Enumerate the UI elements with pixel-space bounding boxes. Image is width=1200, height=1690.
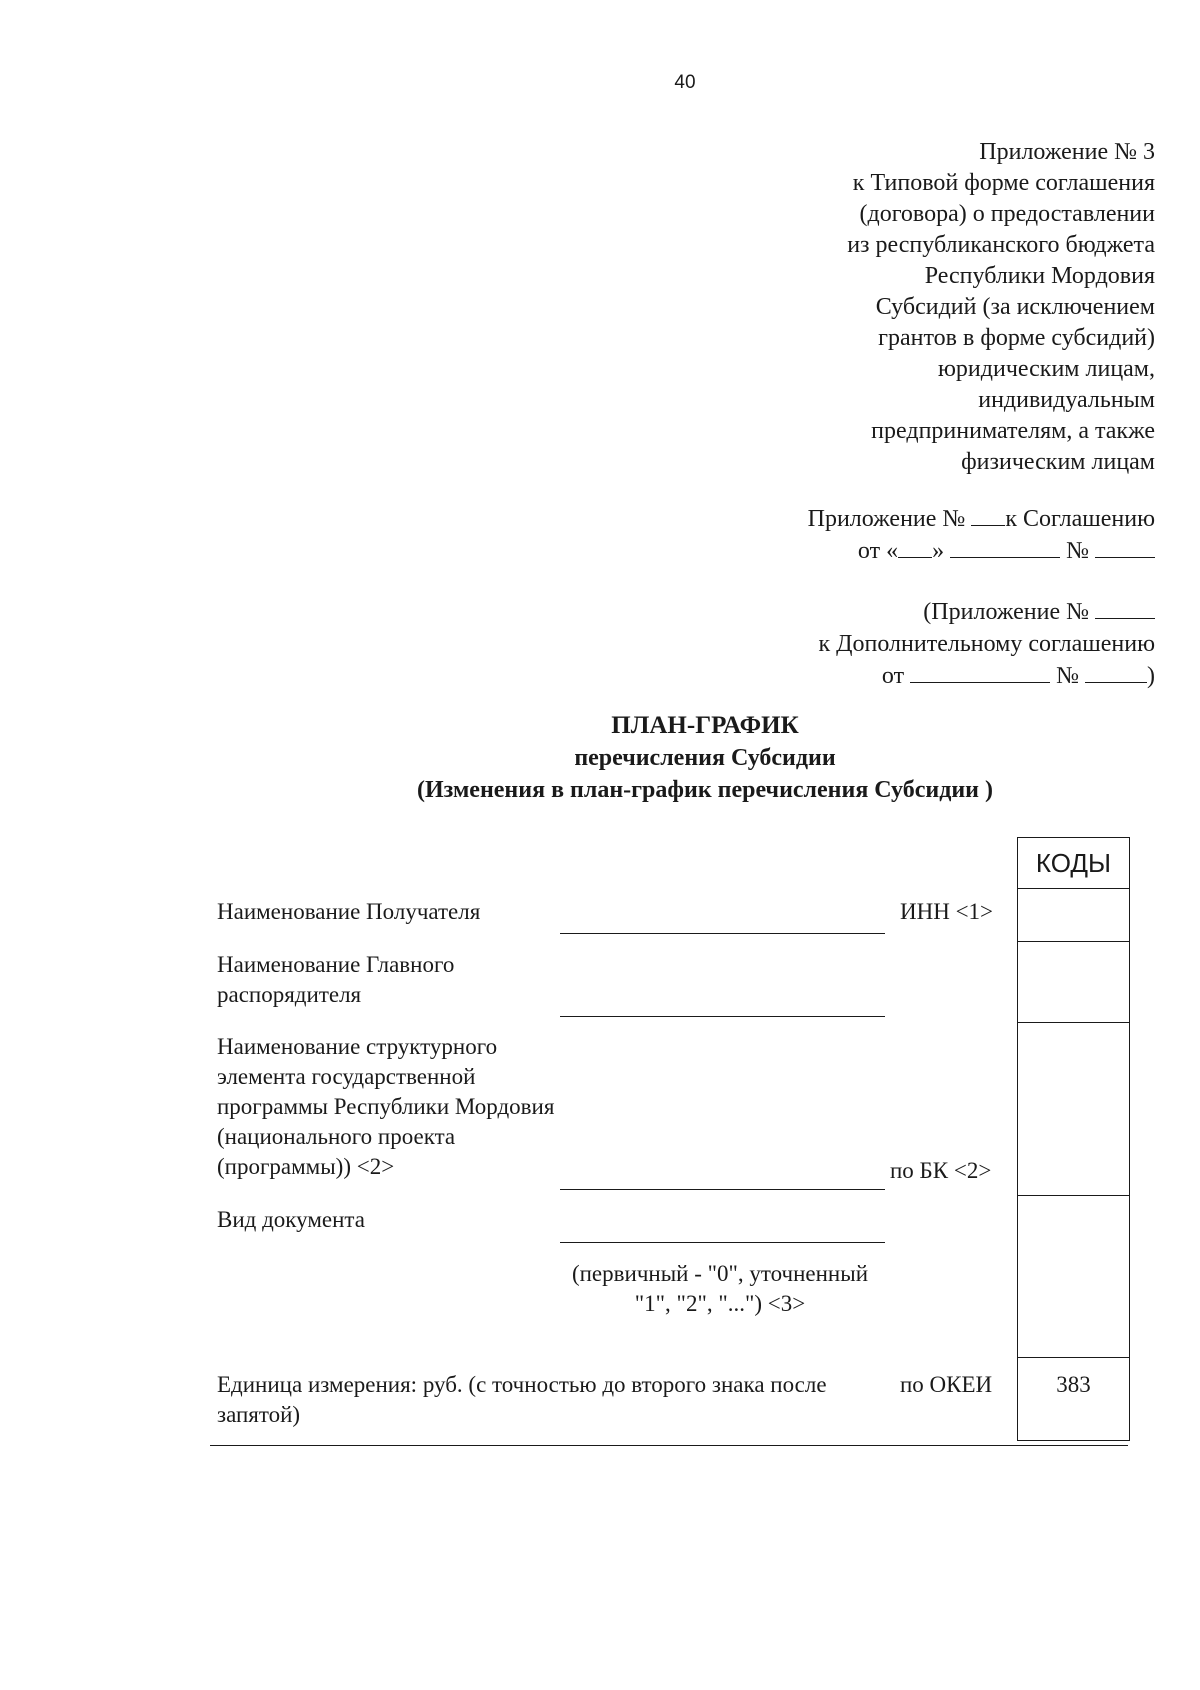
recipient-label: Наименование Получателя — [217, 899, 481, 924]
agreement-reg-number-blank[interactable] — [1095, 535, 1155, 558]
manager-label: Наименование Главного распорядителя — [217, 952, 455, 1007]
bk-label: по БК <2> — [890, 1158, 992, 1183]
inn-code-cell[interactable] — [1018, 888, 1129, 941]
appendix-line: физическим лицам — [961, 449, 1155, 475]
supplement-number-sign: № — [1056, 663, 1079, 689]
agreement-reference — [808, 503, 1155, 567]
agreement-quote-close: » — [932, 538, 945, 564]
appendix-line: предпринимателям, а также — [871, 418, 1155, 444]
manager-code-cell[interactable] — [1018, 941, 1129, 1022]
structural-element-field[interactable] — [560, 1189, 885, 1190]
bk-code-cell[interactable] — [1018, 1022, 1129, 1195]
agreement-suffix: к Соглашению — [1005, 506, 1155, 532]
supplement-from: от — [881, 663, 905, 689]
agreement-number-blank[interactable] — [971, 503, 1005, 526]
doc-type-hint: (первичный - "0", уточненный "1", "2", "...") <3> — [571, 1261, 869, 1316]
agreement-from: от « — [857, 538, 899, 564]
bottom-rule — [210, 1445, 1128, 1446]
appendix-line: (договора) о предоставлении — [859, 201, 1155, 227]
supplement-close: ) — [1147, 663, 1155, 689]
supplement-prefix: (Приложение № — [923, 599, 1089, 625]
appendix-header — [847, 137, 1155, 478]
appendix-line: к Типовой форме соглашения — [852, 170, 1155, 196]
doc-type-code-cell[interactable] — [1018, 1195, 1129, 1357]
supplement-date-blank[interactable] — [910, 660, 1050, 683]
appendix-line: индивидуальным — [978, 387, 1155, 413]
codes-table — [1017, 837, 1130, 1441]
title-sub: перечисления Субсидии — [574, 745, 836, 771]
agreement-date-blank[interactable] — [950, 535, 1060, 558]
page-number: 40 — [674, 72, 696, 93]
title-changes: (Изменения в план-график перечисления Субсидии ) — [416, 777, 993, 803]
title-main: ПЛАН-ГРАФИК — [611, 712, 799, 739]
agreement-prefix: Приложение № — [807, 506, 966, 532]
supplement-reg-number-blank[interactable] — [1085, 660, 1147, 683]
unit-label: Единица измерения: руб. (с точностью до второго знака после запятой) — [217, 1372, 827, 1427]
appendix-line: Республики Мордовия — [924, 263, 1155, 289]
okei-label: по ОКЕИ — [900, 1372, 993, 1397]
codes-header: КОДЫ — [1035, 848, 1112, 878]
doc-type-label: Вид документа — [217, 1207, 365, 1232]
supplement-reference — [818, 596, 1155, 692]
appendix-line: Приложение № 3 — [979, 139, 1155, 165]
supplement-line2: к Дополнительному соглашению — [818, 631, 1155, 657]
doc-type-field[interactable] — [560, 1242, 885, 1243]
supplement-number-blank[interactable] — [1095, 596, 1155, 619]
appendix-line: из республиканского бюджета — [847, 232, 1155, 258]
document-title — [270, 710, 1140, 806]
inn-label: ИНН <1> — [900, 899, 994, 924]
agreement-number-sign: № — [1066, 538, 1089, 564]
recipient-field[interactable] — [560, 933, 885, 934]
appendix-line: Субсидий (за исключением — [875, 294, 1155, 320]
okei-code-cell: 383 — [1018, 1357, 1129, 1440]
structural-element-label: Наименование структурного элемента государственной программы Республики Мордовия (национального проекта (программы)) <2> — [217, 1034, 555, 1179]
agreement-day-blank[interactable] — [898, 535, 932, 558]
manager-field[interactable] — [560, 1016, 885, 1017]
appendix-line: грантов в форме субсидий) — [878, 325, 1155, 351]
appendix-line: юридическим лицам, — [938, 356, 1155, 382]
